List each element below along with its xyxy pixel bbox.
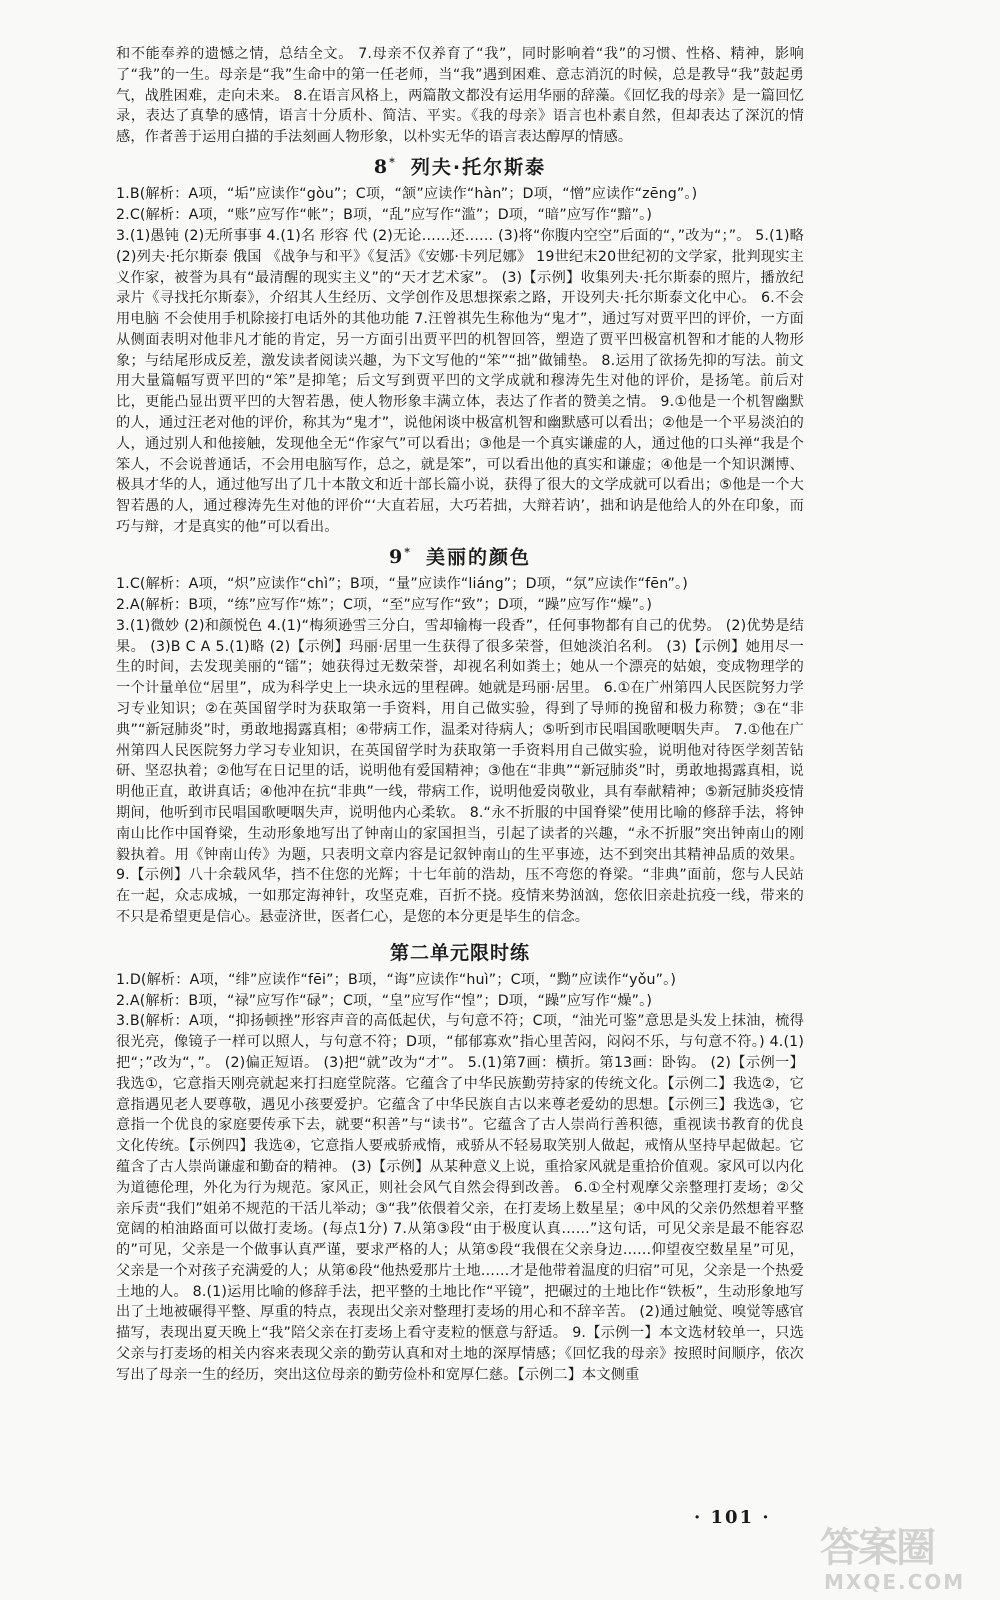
unit-title: 第二单元限时练 bbox=[389, 941, 530, 964]
site-watermark-logo bbox=[820, 1526, 990, 1596]
page-content bbox=[116, 44, 804, 1386]
lesson-number: 9* bbox=[388, 545, 412, 569]
section-answers: 1.B(解析：A项，“垢”应读作“gòu”；C项，“颔”应读作“hàn”；D项，“憎”应读作“zēng”。) 2.C(解析：A项，“账”应写作“帐”；B项，“乱”应写作“滥”；D项，“暗”应写作“黯”。) 3.(1)愚钝 (2)无所事事 4.(1)名 形容 代 (2)无论……还…… (3)将“你腹内空空”后面的“，”改为“；”。 5.(1)略 (2)列夫·托尔斯泰 俄国 《战争与和平》《复活》《安娜·卡列尼娜》 19世纪末20世纪初的文学家，批判现实主义作家，被誉为具有“最清醒的现实主义”的“天才艺术家”。 (3)【示例】收集列夫·托尔斯泰的照片，播放纪录片《寻找托尔斯泰》，介绍其人生经历、文学创作及思想探索之路，开设列夫·托尔斯泰文化中心。 6.不会用电脑 不会使用手机除接打电话外的其他功能 7.汪曾祺先生称他为“鬼才”，通过写对贾平凹的评价，一方面从侧面表明对他非凡才能的肯定，另一方面引出贾平凹的机智回答，塑造了贾平凹极富机智和才能的人物形象；与结尾形成反差，激发读者阅读兴趣，为下文写他的“笨”“拙”做铺垫。 8.运用了欲扬先抑的写法。前文用大量篇幅写贾平凹的“笨”是抑笔；后文写到贾平凹的文学成就和穆涛先生对他的评价，是扬笔。前后对比，更能凸显出贾平凹的大智若愚，使人物形象丰满立体，表达了作者的赞美之情。 9.①他是一个机智幽默的人，通过汪老对他的评价，称其为“鬼才”，说他闲谈中极富机智和幽默感可以看出；②他是一个平易淡泊的人，通过别人和他接触，发现他全无“作家气”可以看出；③他是一个真实谦虚的人，通过他的口头禅“我是个笨人，不会说普通话，不会用电脑写作，总之，就是笨”，可以看出他的真实和谦虚；④他是一个知识渊博、极具才华的人，通过他写出了几十本散文和近十部长篇小说，获得了很大的文学成就可以看出；⑤他是一个大智若愚的人，通过穆涛先生对他的评价“‘大直若屈，大巧若拙，大辩若讷’，拙和讷是他给人的外在印象，而巧与辩，才是真实的他”可以看出。 bbox=[116, 186, 804, 536]
lesson-title: 美丽的颜色 bbox=[425, 546, 531, 569]
section-heading bbox=[116, 150, 804, 180]
section-unit-test bbox=[116, 940, 804, 1386]
section-lesson-8 bbox=[116, 150, 804, 538]
lesson-number: 8* bbox=[373, 155, 397, 179]
watermark-text-top: 答案圈 bbox=[820, 1525, 934, 1571]
section-answers: 1.C(解析：A项，“炽”应读作“chì”；B项，“量”应读作“liáng”；D项，“氛”应读作“fēn”。) 2.A(解析：B项，“练”应写作“炼”；C项，“至”应写作“致”；D项，“躁”应写作“燥”。) 3.(1)微妙 (2)和颜悦色 4.(1)“梅须逊雪三分白，雪却输梅一段香”，任何事物都有自己的优势。 (2)优势是结果。 (3)B C A 5.(1)略 (2)【示例】玛丽·居里一生获得了很多荣誉，但她淡泊名利。 (3)【示例】她用尽一生的时间，去发现美丽的“镭”；她获得过无数荣誉，却视名利如粪土；她从一个漂亮的姑娘，变成物理学的一个计量单位“居里”，成为科学史上一块永远的里程碑。她就是玛丽·居里。 6.①在广州第四人民医院努力学习专业知识；②在英国留学时为获取第一手资料，用自己做实验，得到了导师的挽留和极力称赞；③在“非典”“新冠肺炎”时，勇敢地揭露真相；④带病工作，温柔对待病人；⑤听到市民唱国歌哽咽失声。 7.①他在广州第四人民医院努力学习专业知识，在英国留学时为获取第一手资料用自己做实验，说明他对待医学刻苦钻研、坚忍执着；②他写在日记里的话，说明他有爱国精神；③他在“非典”“新冠肺炎”时，勇敢地揭露真相，说明他正直，敢讲真话；④他冲在抗“非典”一线，带病工作，说明他爱岗敬业，具有奉献精神；⑤新冠肺炎疫情期间，他听到市民唱国歌哽咽失声，说明他内心柔软。 8.“永不折服的中国脊梁”使用比喻的修辞手法，将钟南山比作中国脊梁，生动形象地写出了钟南山的家国担当，引起了读者的兴趣，“永不折服”突出钟南山的刚毅执着。用《钟南山传》为题，只表明文章内容是记叙钟南山的生平事迹，达不到突出其精神品质的效果。 9.【示例】八十余载风华，挡不住您的光辉；十七年前的浩劫，压不弯您的脊梁。“非典”面前，您与人民站在一起，众志成城，一如那定海神针，攻坚克难，百折不挠。疫情来势汹汹，您依旧亲赴抗疫一线，带来的不只是希望更是信心。悬壶济世，医者仁心，是您的本分更是毕生的信念。 bbox=[116, 576, 804, 925]
section-heading bbox=[116, 940, 804, 966]
section-answers: 1.D(解析：A项，“绯”应读作“fēi”；B项，“诲”应读作“huì”；C项，“黝”应读作“yǒu”。) 2.A(解析：B项，“禄”应写作“碌”；C项，“皇”应写作“惶”；D项，“躁”应写作“燥”。) 3.B(解析：A项，“抑扬顿挫”形容声音的高低起伏，与句意不符；C项，“油光可鉴”意思是头发上抹油，梳得很光亮，像镜子一样可以照人，与句意不符；D项，“郁郁寡欢”指心里苦闷，闷闷不乐，与句意不符。) 4.(1)把“；”改为“，”。 (2)偏正短语。 (3)把“就”改为“才”。 5.(1)第7画：横折。第13画：卧钩。 (2)【示例一】我选①，它意指天刚亮就起来打扫庭堂院落。它蕴含了中华民族勤劳持家的传统文化。【示例二】我选②，它意指遇见老人要尊敬，遇见小孩要爱护。它蕴含了中华民族自古以来尊老爱幼的思想。【示例三】我选③，它意指一个优良的家庭要传承下去，就要“积善”与“读书”。它蕴含了古人崇尚行善积德，重视读书教育的优良文化传统。【示例四】我选④，它意指人要戒骄戒惰，戒骄从不轻易取笑别人做起，戒惰从坚持早起做起。它蕴含了古人崇尚谦虚和勤奋的精神。 (3)【示例】从某种意义上说，重拾家风就是重拾价值观。家风可以内化为道德伦理，外化为行为规范。家风正，则社会风气自然会得到改善。 6.①全村观摩父亲整理打麦场；②父亲斥责“我们”姐弟不规范的干活儿举动；③“我”依偎着父亲，在打麦场上数星星；④中风的父亲仍然想着平整宽阔的柏油路面可以做打麦场。(每点1分) 7.从第③段“由于极度认真……”这句话，可见父亲是最不能容忍的”可见，父亲是一个做事认真严谨，要求严格的人；从第⑤段“我偎在父亲身边……仰望夜空数星星”可见，父亲是一个对孩子充满爱的人；从第⑥段“他热爱那片土地……才是他带着温度的归宿”可见，父亲是一个热爱土地的人。 8.(1)运用比喻的修辞手法，把平整的土地比作“平镜”，把碾过的土地比作“铁板”，生动形象地写出了土地被碾得平整、厚重的特点，表现出父亲对整理打麦场的用心和不辞辛苦。 (2)通过触觉、嗅觉等感官描写，表现出夏天晚上“我”陪父亲在打麦场上看守麦粒的惬意与舒适。 9.【示例一】本文选材较单一，只选父亲与打麦场的相关内容来表现父亲的勤劳认真和对土地的深厚情感；《回忆我的母亲》按照时间顺序，依次写出了母亲一生的经历，突出这位母亲的勤劳俭朴和宽厚仁慈。【示例二】本文侧重 bbox=[116, 971, 804, 1383]
lesson-title: 列夫·托尔斯泰 bbox=[410, 156, 547, 179]
intro-paragraph: 和不能奉养的遗憾之情，总结全文。 7.母亲不仅养育了“我”，同时影响着“我”的习惯、性格、精神，影响了“我”的一生。母亲是“我”生命中的第一任老师，当“我”遇到困难、意志消沉的时候，总是教导“我”鼓起勇气，战胜困难，走向未来。 8.在语言风格上，两篇散文都没有运用华丽的辞藻。《回忆我的母亲》是一篇回忆录，表达了真挚的感情，语言十分质朴、简洁、平实。《我的母亲》语言也朴素自然，但却表达了深沉的情感，作者善于运用白描的手法刻画人物形象，以朴实无华的语言表达醇厚的情感。 bbox=[116, 46, 804, 146]
page-number: · 101 · bbox=[694, 1507, 771, 1528]
watermark-text-bottom: MXQE.COM bbox=[824, 1570, 966, 1594]
section-heading bbox=[116, 540, 804, 570]
section-lesson-9 bbox=[116, 540, 804, 928]
